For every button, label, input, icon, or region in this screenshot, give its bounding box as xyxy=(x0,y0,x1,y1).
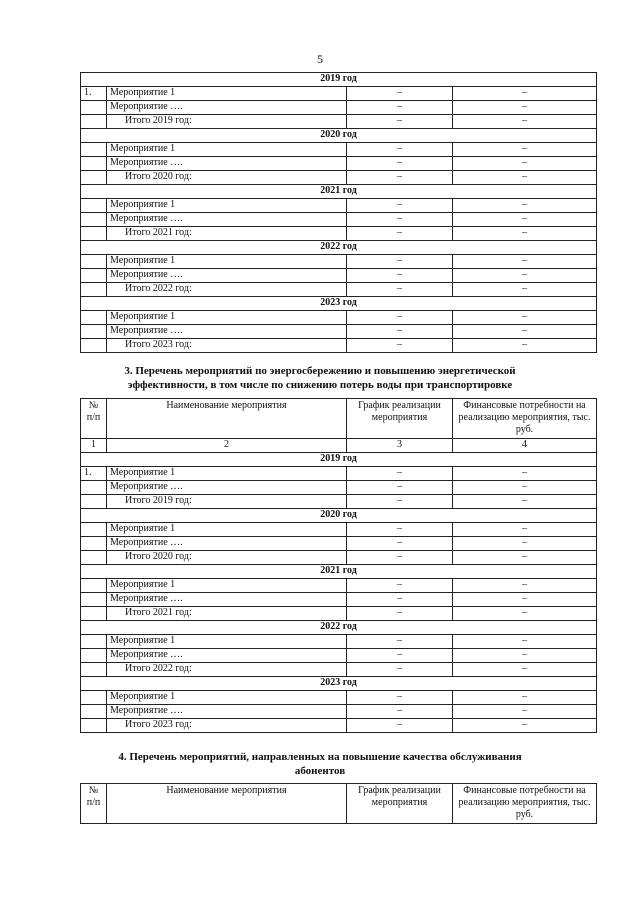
section-4-title-line-2: абонентов xyxy=(294,765,346,777)
row-number xyxy=(81,227,107,241)
header-num: № п/п xyxy=(81,399,107,439)
event-finance: – xyxy=(453,593,597,607)
year-row xyxy=(81,241,597,255)
event-finance: – xyxy=(453,157,597,171)
event-name: Итого 2022 год: xyxy=(107,283,347,297)
year-label: 2022 год xyxy=(81,241,597,255)
row-number xyxy=(81,325,107,339)
event-name: Мероприятие 1 xyxy=(107,523,347,537)
event-schedule: – xyxy=(347,311,453,325)
row-number xyxy=(81,101,107,115)
event-name: Мероприятие …. xyxy=(107,157,347,171)
event-schedule: – xyxy=(347,691,453,705)
event-finance: – xyxy=(453,481,597,495)
event-name: Мероприятие 1 xyxy=(107,311,347,325)
event-name: Мероприятие …. xyxy=(107,213,347,227)
event-finance: – xyxy=(453,325,597,339)
table-row xyxy=(81,663,597,677)
event-finance: – xyxy=(453,705,597,719)
event-schedule: – xyxy=(347,635,453,649)
event-name: Итого 2019 год: xyxy=(107,495,347,509)
event-name: Мероприятие …. xyxy=(107,481,347,495)
event-finance: – xyxy=(453,199,597,213)
row-number xyxy=(81,311,107,325)
row-number: 1. xyxy=(81,467,107,481)
event-schedule: – xyxy=(347,607,453,621)
event-finance: – xyxy=(453,719,597,733)
event-schedule: – xyxy=(347,719,453,733)
event-name: Мероприятие 1 xyxy=(107,255,347,269)
event-name: Мероприятие 1 xyxy=(107,199,347,213)
event-schedule: – xyxy=(347,101,453,115)
event-name: Мероприятие …. xyxy=(107,649,347,663)
year-row xyxy=(81,185,597,199)
event-finance: – xyxy=(453,691,597,705)
row-number xyxy=(81,607,107,621)
header-finance: Финансовые потребности на реализацию мероприятия, тыс. руб. xyxy=(453,399,597,439)
year-row xyxy=(81,677,597,691)
event-finance: – xyxy=(453,269,597,283)
event-schedule: – xyxy=(347,537,453,551)
event-schedule: – xyxy=(347,283,453,297)
event-schedule: – xyxy=(347,481,453,495)
section-4-title-line-1: 4. Перечень мероприятий, направленных на повышение качества обслуживания xyxy=(118,751,522,763)
row-number xyxy=(81,171,107,185)
event-finance: – xyxy=(453,579,597,593)
header-schedule: График реализации мероприятия xyxy=(347,784,453,824)
event-finance: – xyxy=(453,255,597,269)
year-label: 2019 год xyxy=(81,73,597,87)
row-number xyxy=(81,523,107,537)
col-number-1: 1 xyxy=(81,439,107,453)
event-name: Итого 2021 год: xyxy=(107,607,347,621)
event-finance: – xyxy=(453,339,597,353)
event-schedule: – xyxy=(347,269,453,283)
events-table-body xyxy=(81,73,597,353)
event-finance: – xyxy=(453,213,597,227)
event-name: Итого 2021 год: xyxy=(107,227,347,241)
row-number xyxy=(81,213,107,227)
table-row xyxy=(81,339,597,353)
table-row xyxy=(81,467,597,481)
table-row xyxy=(81,593,597,607)
event-name: Мероприятие …. xyxy=(107,269,347,283)
row-number xyxy=(81,593,107,607)
event-schedule: – xyxy=(347,325,453,339)
event-name: Мероприятие 1 xyxy=(107,467,347,481)
event-finance: – xyxy=(453,635,597,649)
event-name: Мероприятие …. xyxy=(107,325,347,339)
year-row xyxy=(81,565,597,579)
section-3-title xyxy=(0,364,640,392)
table-row xyxy=(81,213,597,227)
event-name: Итого 2023 год: xyxy=(107,719,347,733)
header-num: № п/п xyxy=(81,784,107,824)
event-name: Итого 2022 год: xyxy=(107,663,347,677)
event-schedule: – xyxy=(347,255,453,269)
table-row xyxy=(81,171,597,185)
event-finance: – xyxy=(453,495,597,509)
event-finance: – xyxy=(453,649,597,663)
event-finance: – xyxy=(453,537,597,551)
event-finance: – xyxy=(453,523,597,537)
row-number xyxy=(81,649,107,663)
event-schedule: – xyxy=(347,199,453,213)
table-row xyxy=(81,607,597,621)
event-finance: – xyxy=(453,283,597,297)
row-number xyxy=(81,691,107,705)
event-name: Мероприятие 1 xyxy=(107,87,347,101)
col-number-3: 3 xyxy=(347,439,453,453)
header-schedule: График реализации мероприятия xyxy=(347,399,453,439)
table-row xyxy=(81,325,597,339)
event-name: Мероприятие …. xyxy=(107,593,347,607)
event-schedule: – xyxy=(347,495,453,509)
event-finance: – xyxy=(453,311,597,325)
col-number-4: 4 xyxy=(453,439,597,453)
table-row xyxy=(81,649,597,663)
row-number: 1. xyxy=(81,87,107,101)
row-number xyxy=(81,199,107,213)
year-label: 2022 год xyxy=(81,621,597,635)
event-finance: – xyxy=(453,467,597,481)
row-number xyxy=(81,481,107,495)
row-number xyxy=(81,551,107,565)
table-row xyxy=(81,143,597,157)
event-finance: – xyxy=(453,227,597,241)
event-finance: – xyxy=(453,87,597,101)
table-row xyxy=(81,283,597,297)
table-row xyxy=(81,579,597,593)
table-row xyxy=(81,551,597,565)
table-row xyxy=(81,635,597,649)
year-label: 2023 год xyxy=(81,677,597,691)
row-number xyxy=(81,269,107,283)
table-row xyxy=(81,311,597,325)
table-row xyxy=(81,495,597,509)
table-row xyxy=(81,691,597,705)
event-schedule: – xyxy=(347,339,453,353)
table-row xyxy=(81,269,597,283)
energy-saving-table-body xyxy=(81,453,597,733)
table-row xyxy=(81,199,597,213)
table-row xyxy=(81,87,597,101)
event-name: Итого 2020 год: xyxy=(107,171,347,185)
event-schedule: – xyxy=(347,87,453,101)
section-4-title xyxy=(0,750,640,778)
event-name: Итого 2020 год: xyxy=(107,551,347,565)
col-number-2: 2 xyxy=(107,439,347,453)
row-number xyxy=(81,283,107,297)
table-row xyxy=(81,101,597,115)
row-number xyxy=(81,115,107,129)
table-row xyxy=(81,227,597,241)
row-number xyxy=(81,339,107,353)
table-row xyxy=(81,705,597,719)
year-label: 2021 год xyxy=(81,185,597,199)
event-finance: – xyxy=(453,663,597,677)
row-number xyxy=(81,255,107,269)
table-row xyxy=(81,481,597,495)
event-name: Итого 2019 год: xyxy=(107,115,347,129)
row-number xyxy=(81,495,107,509)
row-number xyxy=(81,719,107,733)
event-schedule: – xyxy=(347,115,453,129)
table-row xyxy=(81,115,597,129)
section-3-title-line-1: 3. Перечень мероприятий по энергосбережению и повышению энергетической xyxy=(124,365,516,377)
table-row xyxy=(81,537,597,551)
year-label: 2020 год xyxy=(81,129,597,143)
row-number xyxy=(81,537,107,551)
header-finance: Финансовые потребности на реализацию мероприятия, тыс. руб. xyxy=(453,784,597,824)
page-number: 5 xyxy=(317,52,323,66)
event-finance: – xyxy=(453,115,597,129)
section-3-title-line-2: эффективности, в том числе по снижению потерь воды при транспортировке xyxy=(127,379,513,391)
year-row xyxy=(81,297,597,311)
event-name: Мероприятие 1 xyxy=(107,691,347,705)
year-label: 2023 год xyxy=(81,297,597,311)
events-table-continuation xyxy=(80,72,597,353)
row-number xyxy=(81,143,107,157)
table-row xyxy=(81,255,597,269)
year-label: 2020 год xyxy=(81,509,597,523)
table-row xyxy=(81,719,597,733)
event-finance: – xyxy=(453,101,597,115)
event-finance: – xyxy=(453,171,597,185)
year-label: 2019 год xyxy=(81,453,597,467)
event-schedule: – xyxy=(347,593,453,607)
row-number xyxy=(81,157,107,171)
service-quality-table xyxy=(80,783,597,824)
event-schedule: – xyxy=(347,663,453,677)
event-schedule: – xyxy=(347,551,453,565)
header-name: Наименование мероприятия xyxy=(107,399,347,439)
year-label: 2021 год xyxy=(81,565,597,579)
event-name: Мероприятие 1 xyxy=(107,143,347,157)
year-row xyxy=(81,509,597,523)
event-schedule: – xyxy=(347,213,453,227)
row-number xyxy=(81,663,107,677)
event-name: Итого 2023 год: xyxy=(107,339,347,353)
year-row xyxy=(81,453,597,467)
event-name: Мероприятие …. xyxy=(107,101,347,115)
event-schedule: – xyxy=(347,523,453,537)
event-schedule: – xyxy=(347,227,453,241)
table-row xyxy=(81,157,597,171)
event-schedule: – xyxy=(347,579,453,593)
event-finance: – xyxy=(453,551,597,565)
event-schedule: – xyxy=(347,171,453,185)
row-number xyxy=(81,579,107,593)
event-finance: – xyxy=(453,607,597,621)
event-name: Мероприятие …. xyxy=(107,705,347,719)
row-number xyxy=(81,635,107,649)
event-schedule: – xyxy=(347,467,453,481)
event-schedule: – xyxy=(347,157,453,171)
year-row xyxy=(81,621,597,635)
event-schedule: – xyxy=(347,143,453,157)
header-name: Наименование мероприятия xyxy=(107,784,347,824)
row-number xyxy=(81,705,107,719)
table-row xyxy=(81,523,597,537)
event-finance: – xyxy=(453,143,597,157)
event-schedule: – xyxy=(347,705,453,719)
event-name: Мероприятие 1 xyxy=(107,579,347,593)
year-row xyxy=(81,73,597,87)
year-row xyxy=(81,129,597,143)
energy-saving-table xyxy=(80,398,597,733)
event-name: Мероприятие 1 xyxy=(107,635,347,649)
event-name: Мероприятие …. xyxy=(107,537,347,551)
event-schedule: – xyxy=(347,649,453,663)
